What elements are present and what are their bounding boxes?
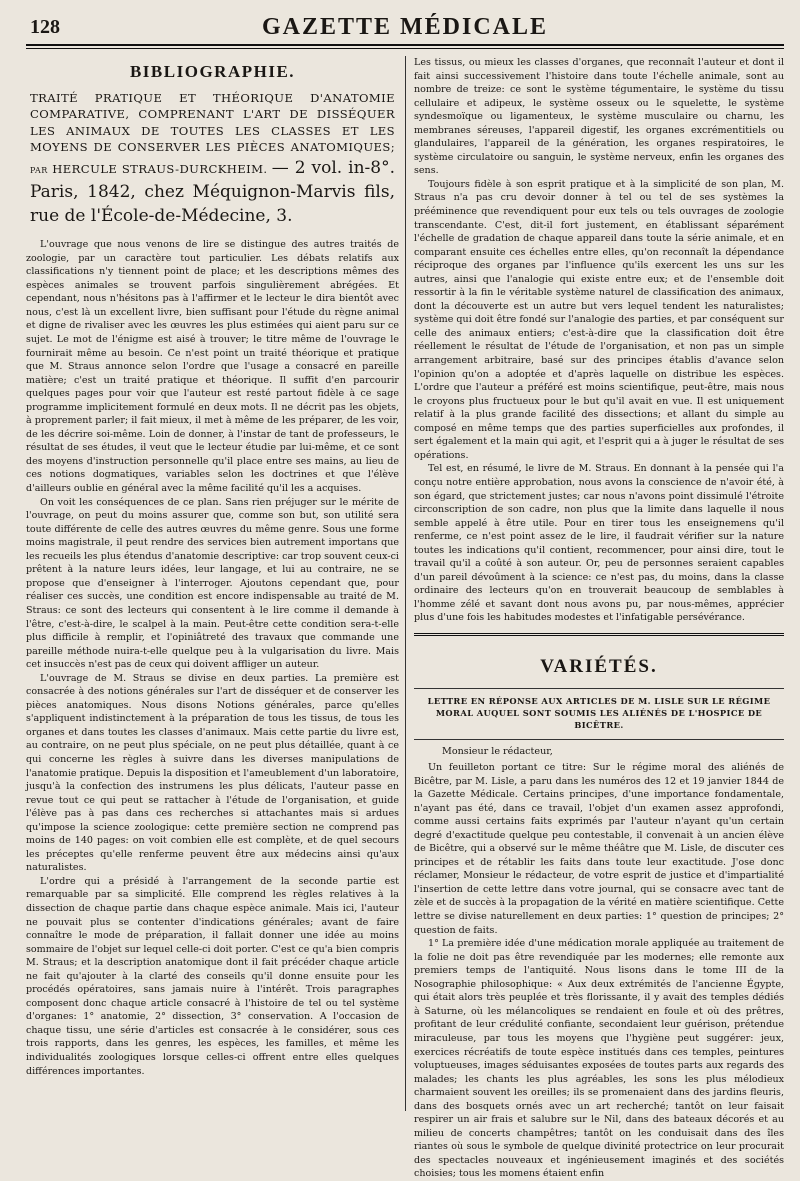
journal-title: GAZETTE MÉDICALE [261,14,549,40]
header-rule [26,44,784,46]
letter-paragraph: Un feuilleton portant ce titre: Sur le régime moral des aliénés de Bicêtre, par M. Lisle, a paru dans les numéros des 12 et 19 janvier 1844 de la Gazette Médicale. Certains principes, d'une importance fondamentale, n'ayant pas été, dans ce travail, l'objet d'un examen assez approfondi, comme aussi certains faits exprimés par l'auteur n'ayant qu'un certain degré d'exactitude quelque peu contestable, il convenait à un ancien élève de Bicêtre, qui a observé sur le même théâtre que M. Lisle, de discuter ces principes et de rétablir les faits dans toute leur exactitude. J'ose donc réclamer, Monsieur le rédacteur, de votre esprit de justice et d'impartialité l'insertion de cette lettre dans votre journal, qui se consacre avec tant de zèle et de succès à la propagation de la vérité en matière scientifique. Cette lettre se divise naturellement en deux parties: 1° question de principes; 2° question de faits. [414,762,784,936]
review-paragraph: L'ordre qui a présidé à l'arrangement de la seconde partie est remarquable par sa simplicité. Elle comprend les règles relatives à la dissection de chaque partie dans chaque espèce animale. Mais ici, l'auteur ne pouvait plus se contenter d'indications générales; avant de faire connaître le mode de préparation, il fallait donner une idée au moins sommaire de l'objet sur lequel celle-ci doit porter. C'est ce qu'a bien compris M. Straus; et la description anatomique dont il fait précéder chaque article ne fait qu'ajouter à la clarté des conseils qu'il donne ensuite pour les procédés opératoires, sans jamais nuire à l'intérêt. Trois paragraphes composent donc chaque article consacré à l'histoire de tel ou tel système d'organes: 1° anatomie, 2° dissection, 3° conservation. A l'occasion de chaque tissu, une série d'articles est consacrée à le considérer, sous ces trois rapports, dans les genres, les espèces, les familles, et même les individualités zoologiques lorsque celles-ci offrent entre elles quelques différences importantes. [26,875,399,1077]
review-paragraph: L'ouvrage de M. Straus se divise en deux parties. La première est consacrée à des notions générales sur l'art de disséquer et de conserver les pièces anatomiques. Nous disons Notions générales, parce qu'elles s'appliquent indistinctement à la préparation de tous les tissus, de tous les organes et dans toutes les classes d'animaux. Mais cette partie du livre est, au contraire, on ne peut plus spéciale, on ne peut plus détaillée, quant à ce qui concerne les règles à suivre dans les diverses manipulations de l'anatomie pratique. Depuis la disposition et l'ameublement d'un laboratoire, jusqu'à la confection des instrumens les plus délicats, l'auteur passe en revue tout ce qui peut se rattacher à l'étude de l'organisation, et guide l'élève pas à pas dans ces recherches si attachantes mais si ardues qu'impose la science zoologique: cette première section ne comprend pas moins de 140 pages: on voit combien elle est complète, et de quel secours les préceptes qu'elle renferme peuvent être aux médecins ainsi qu'aux naturalistes. [26,672,399,874]
review-paragraph: Toujours fidèle à son esprit pratique et à la simplicité de son plan, M. Straus n'a pas cru devoir donner à tel ou tel de ses systèmes la prééminence que revendiquent pour eux tels ou tels ouvrages de zoologie transcendante. C'est, dit-il fort justement, en établissant séparément l'échelle de gradation de chaque appareil dans toute la série animale, et en comparant ensuite ces échelles entre elles, qu'on reconnaît la dépendance réciproque des organes par l'influence qu'ils exercent les uns sur les autres, ainsi que l'analogie qui existe entre eux; et de l'ensemble doit ressortir à la fin le véritable système naturel de classification des animaux, dont la découverte est un autre but vers lequel tendent les naturalistes; système qui doit être fondé sur l'analogie des parties, et par conséquent sur celle des animaux entiers; c'est-à-dire que la classification doit être réellement le résultat de l'étude de l'organisation, et non pas un simple arrangement arbitraire, basé sur des principes établis d'avance selon l'opinion qu'on a adoptée et d'après laquelle on distribue les espèces. L'ordre que l'auteur a préféré est moins scientifique, peut-être, mais nous le croyons plus fructueux pour le but qu'il avait en vue. Il est uniquement relatif à la plus grande facilité des dissections; et allant du simple au composé en même temps que des parties superficielles aux profondes, il sert également et la main qui agit, et l'esprit qui a à juger le résultat de ses opérations. [414,178,784,461]
column-divider [405,56,406,1111]
book-reference [30,90,395,228]
letter-caption: LETTRE EN RÉPONSE AUX ARTICLES DE M. LISLE SUR LE RÉGIME MORAL AUQUEL SONT SOUMIS LES ALIÉNÉS DE L'HOSPICE DE BICÊTRE. [427,695,771,730]
header-rule-thin [26,48,784,49]
caption-rule [414,688,784,689]
book-publication-info: — 2 vol. in-8°. Paris, 1842, chez Méquignon-Marvis fils, rue de l'École-de-Médecine, 3. [30,157,395,227]
section-divider [414,633,784,636]
caption-rule [414,739,784,740]
review-paragraph: Tel est, en résumé, le livre de M. Straus. En donnant à la pensée qui l'a conçu notre entière approbation, nous avons la conscience de n'avoir été, à son égard, que strictement justes; car nous n'avons point dissimulé l'étroite circonscription de son cadre, non plus que la limite dans laquelle il nous semble appelé à être utile. Pour en tirer tous les enseignemens qu'il renferme, ce n'est point assez de le lire, il faudrait vérifier sur la nature toutes les indications qu'il contient, recommencer, pour ainsi dire, tout le travail qu'il a coûté à son auteur. Or, peu de personnes seraient capables d'un pareil dévoûment à la science: ce n'est pas, du moins, dans la classe ordinaire des lecteurs qu'on en trouverait beaucoup de semblables à l'homme zélé et savant dont nous avons pu, par nous-mêmes, apprécier plus d'une fois les habitudes modestes et l'infatigable persévérance. [414,463,784,624]
review-paragraph: On voit les conséquences de ce plan. Sans rien préjuger sur le mérite de l'ouvrage, on peut du moins assurer que, comme son but, son utilité sera toute différente de celle des autres œuvres du même genre. Sous une forme moins magistrale, il peut rendre des services bien autrement importans que les recueils les plus étendus d'anatomie descriptive: car trop souvent ceux-ci prêtent à la nature leurs idées, leur langage, et lui au contraire, ne se propose que d'enseigner à l'interroger. Ajoutons cependant que, pour réaliser ces succès, une condition est encore indispensable au traité de M. Straus: ce sont des lecteurs qui consentent à le lire comme il demande à l'être, c'est-à-dire, le scalpel à la main. Peut-être cette condition sera-t-elle plus difficile à remplir, et l'opiniâtreté des travaux que commande une pareille méthode nuira-t-elle quelque peu à la vulgarisation du livre. Mais cet insuccès n'est pas de ceux qui doivent affliger un auteur. [26,496,399,671]
left-column [26,56,399,1113]
bibliographie-heading: BIBLIOGRAPHIE. [129,62,296,81]
review-paragraph: L'ouvrage que nous venons de lire se distingue des autres traités de zoologie, par un caractère tout particulier. Les débats relatifs aux classifications n'y tiennent point de place; et les descriptions mêmes des espèces animales se trouvent parfois singulièrement abrégées. Et cependant, nous n'hésitons pas à l'affirmer et le lecteur le dira bientôt avec nous, c'est là un excellent livre, bien suffisant pour l'étude du règne animal et digne de rivaliser avec les œuvres les plus estimées qui aient paru sur ce sujet. Le mot de l'énigme est aisé à trouver; le titre même de l'ouvrage le fournirait même au besoin. Ce n'est point un traité théorique et pratique que M. Straus annonce selon l'ordre que l'usage a consacré en pareille matière; c'est un traité pratique et théorique. Il suffit d'en parcourir quelques pages pour voir que l'auteur est resté partout fidèle à ce sage programme implicitement formulé en deux mots. Il ne décrit pas les objets, à proprement parler; il fait mieux, il met à même de les préparer, de les voir, de les décrire soi-même. Loin de donner, à l'instar de tant de professeurs, le résultat de ses études, il veut que le lecteur étudie par lui-même, et ce sont des moyens d'instruction personnelle qu'il place entre ses mains, au lieu de ces notions dogmatiques, variables selon les doctrines et que l'élève d'ailleurs oublie en général avec la même facilité qu'il les a acquises. [26,239,399,495]
review-paragraph: Les tissus, ou mieux les classes d'organes, que reconnaît l'auteur et dont il fait ainsi successivement l'histoire dans toute l'échelle animale, sont au nombre de treize: ce sont le système tégumentaire, le système du tissu cellulaire et adipeux, le système osseux ou le squelette, le système syndesmoïque ou ligamenteux, le système musculaire ou charnu, les membranes séreuses, l'appareil digestif, les organes excrémentitiels ou glandulaires, l'appareil de la génération, les organes respiratoires, le système circulatoire ou sanguin, le système nerveux, enfin les organes des sens. [414,57,784,177]
right-column [414,56,784,1180]
varietes-heading: VARIÉTÉS. [540,655,658,677]
letter-paragraph: 1° La première idée d'une médication morale appliquée au traitement de la folie ne doit pas être revendiquée par les modernes; elle remonte aux premiers temps de l'antiquité. Nous lisons dans le tome III de la Nosographie philosophique: « Aux deux extrémités de l'ancienne Égypte, qui était alors très peuplée et très florissante, il y avait des temples dédiés à Saturne, où les mélancoliques se rendaient en foule et où des prêtres, profitant de leur crédulité confiante, secondaient leur guérison, prétendue miraculeuse, par tous les moyens que l'hygiène peut suggérer: jeux, exercices récréatifs de toute espèce institués dans ces temples, peintures voluptueuses, images séduisantes exposées de toutes parts aux regards des malades; les chants les plus agréables, les sons les plus mélodieux charmaient souvent les oreilles; ils se promenaient dans des jardins fleuris, dans des bosquets ornés avec un art recherché; tantôt on leur faisait respirer un air frais et salubre sur le Nil, dans des bateaux décorés et au milieu de concerts champêtres; tantôt on les conduisait dans des îles riantes où sous le symbole de quelque divinité protectrice on leur procurait des spectacles nouveaux et ingénieusement imaginés et des sociétés choisies; tous les momens étaient enfin [414,938,784,1180]
letter-salutation: Monsieur le rédacteur, [442,746,553,758]
page-number: 128 [30,16,60,38]
book-title: TRAITÉ PRATIQUE ET THÉORIQUE D'ANATOMIE COMPARATIVE, COMPRENANT L'ART DE DISSÉQUER LES ANIMAUX DE TOUTES LES CLASSES ET LES MOYENS DE CONSERVER LES PIÈCES ANATOMIQUES; par HERCULE STRAUS-DURCKHEIM. [30,91,395,176]
page-header [26,12,784,40]
